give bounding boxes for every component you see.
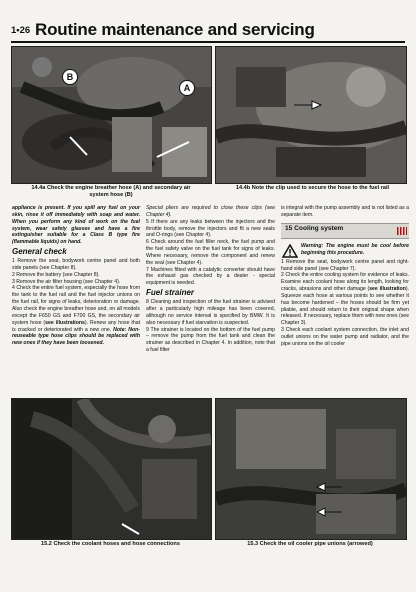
fuel-rail-photo-illustration xyxy=(216,47,406,183)
arrow-icon xyxy=(316,479,342,489)
callout-b xyxy=(62,69,78,85)
warning-text: Warning: The engine must be cool before beginning this procedure. xyxy=(301,242,409,256)
oil-cooler-photo-illustration xyxy=(216,399,406,539)
heading-fuel-strainer: Fuel strainer xyxy=(146,288,195,298)
paragraph-clips: Special pliers are required to close these clips (see Chapter 4). xyxy=(146,205,275,218)
cooling-paragraph-1: 1 Remove the seat, bodywork centre panel and right-hand side panel (see Chapter 7). xyxy=(281,258,409,272)
caption-15-3: 15.3 Check the oil cooler pipe unions (arrowed) xyxy=(247,541,373,547)
page-title: Routine maintenance and servicing xyxy=(35,20,315,39)
paragraph-6: 6 Check around the fuel filler neck, the fuel pump and the fuel safety valve on the fuel tank for signs of leaks. Where necessary, remove the component and renew the seal (see Chapter 4). xyxy=(146,239,275,266)
photo-engine-breather-hose xyxy=(11,46,212,184)
coolant-photo-illustration xyxy=(12,399,211,539)
page-number: 1•26 xyxy=(11,25,31,36)
callout-b-label: B xyxy=(66,72,74,82)
paragraph-1: 1 Remove the seat, bodywork centre panel and both side panels (see Chapter 8). xyxy=(12,258,140,271)
warning-triangle-icon xyxy=(282,244,298,258)
paragraph-2: 2 Remove the battery (see Chapter 8). xyxy=(12,271,100,278)
photo-fuel-rail-clip xyxy=(215,46,407,184)
column-2 xyxy=(146,205,275,354)
paragraph-5: 5 If there are any leaks between the injectors and the throttle body, remove the injectors and fit a new seals and O-rings (see Chapter 4). xyxy=(146,218,275,239)
caption-14-4a: 14.4a Check the engine breather hose (A) and secondary air system hose (B) xyxy=(31,185,191,198)
paragraph-3: 3 Remove the air filter housing (see Chapter 4). xyxy=(12,278,121,285)
cooling-paragraph-3: 3 Check each coolant system connection, the inlet and outlet unions on the water pump and radiator, and the pipe unions on the oil cooler xyxy=(281,327,409,347)
section-heading-cooling xyxy=(281,223,409,239)
section-title: 15 Cooling system xyxy=(285,224,344,232)
header-rule xyxy=(11,41,405,43)
arrow-icon xyxy=(316,504,342,514)
photo-oil-cooler-unions xyxy=(215,398,407,540)
paragraph-8: 8 Cleaning and inspection of the fuel strainer is advised after a particularly high mileage has been covered, although no service interval is specified by BMW. It is also necessary if fuel starvation is suspected. xyxy=(146,299,275,326)
hatch-icon xyxy=(397,227,407,235)
engine-photo-illustration xyxy=(12,47,211,183)
fuel-warning-text: appliance is present. If you spill any fuel on your skin, rinse it off immediately with soap and water. When you perform any kind of work on the fuel system, wear safety glasses and have a fire extinguisher suitable for a Class B type fire (flammable liquids) on hand. xyxy=(12,205,140,246)
caption-15-2: 15.2 Check the coolant hoses and hose connections xyxy=(41,541,180,547)
paragraph-filter-integral: is integral with the pump assembly and is not listed as a separate item. xyxy=(281,205,409,218)
column-3 xyxy=(281,205,409,348)
paragraph-7: 7 Machines fitted with a catalytic converter should have the exhaust gas checked by a dealer - special equipment is needed. xyxy=(146,266,275,287)
paragraph-9: 9 The strainer is located on the bottom of the fuel pump – remove the pump from the fuel tank and clean the strainer as described in Chapter 4. In addition, note that a fuel filter xyxy=(146,326,275,354)
photo-coolant-hoses xyxy=(11,398,212,540)
caption-14-4b: 14.4b Note the clip used to secure the hose to the fuel rail xyxy=(235,185,390,191)
callout-a xyxy=(179,80,195,96)
callout-a-label: A xyxy=(183,83,191,93)
column-1 xyxy=(12,205,140,347)
warning-block xyxy=(281,243,409,259)
heading-general-check: General check xyxy=(12,247,67,257)
cooling-paragraph-2: 2 Check the entire cooling system for evidence of leaks. Examine each coolant hose along its length, looking for cracks, abrasions and other damage (see illustration). Squeeze each hose at various points to see whether it has become hardened – the hoses should be firm yet pliable, and should return to their original shape when released. If necessary, replace them with new ones (see Chapter 3). xyxy=(281,272,410,327)
arrow-icon xyxy=(294,97,322,107)
paragraph-4: 4 Check the entire fuel system, especially the hose from the tank to the fuel rail and the fuel injector unions on the fuel rail, for signs of leaks, deterioration or damage. Also check the engine breather hose and, on all models except the F650 GS and F700 GS, the secondary air system hose (see illustrations). Renew any hose that is cracked or deteriorated with a new one. Note: Non-reuseable type hose clips should be replaced with new ones if they have been loosened. xyxy=(12,285,141,347)
